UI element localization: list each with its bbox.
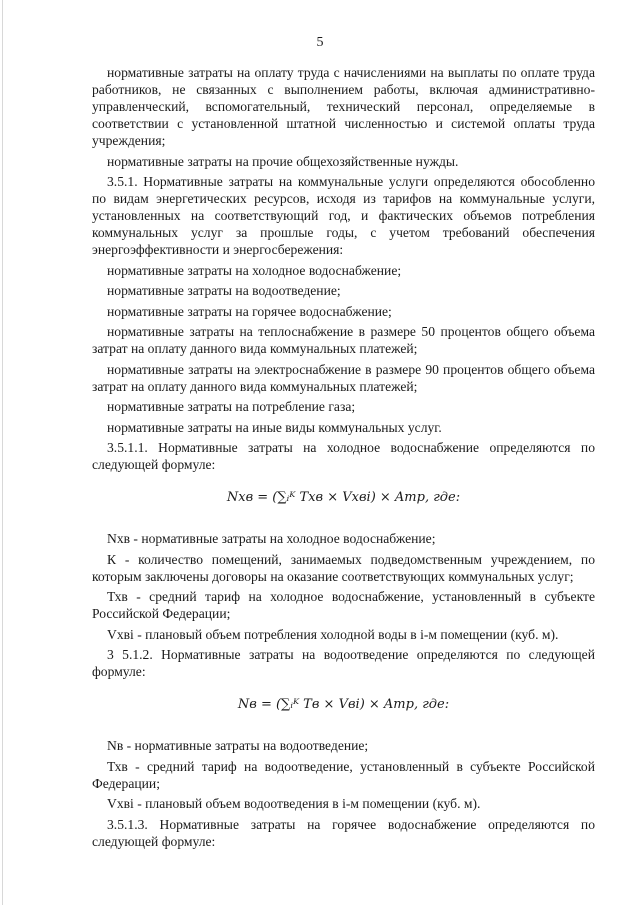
paragraph: нормативные затраты на горячее водоснабжение; <box>107 303 392 319</box>
definition: Vхвi - плановый объем потребления холодной воды в i-м помещении (куб. м). <box>107 626 559 642</box>
paragraph: нормативные затраты на оплату труда с начислениями на выплаты по оплате труда работников, не связанных с выполнением работы, включая административно-управленческий, вспомогательный, технический персонал, определяемые в соответствии с установленной штатной численностью и системой оплаты труда учреждения; <box>92 65 595 148</box>
paragraph: 3 5.1.2. Нормативные затраты на водоотведение определяются по следующей формуле: <box>92 647 595 679</box>
paragraph: 3.5.1.1. Нормативные затраты на холодное водоснабжение определяются по следующей формуле: <box>92 440 595 472</box>
page-number: 5 <box>316 35 324 50</box>
paragraph: нормативные затраты на потребление газа; <box>107 399 356 414</box>
paragraph: нормативные затраты на иные виды коммунальных услуг. <box>107 419 442 435</box>
paragraph: нормативные затраты на водоотведение; <box>107 283 341 298</box>
definition: Nхв - нормативные затраты на холодное водоснабжение; <box>107 531 436 546</box>
paragraph: нормативные затраты на теплоснабжение в размере 50 процентов общего объема затрат на оплату данного вида коммунальных платежей; <box>92 324 595 356</box>
definition: Тхв - средний тариф на холодное водоснабжение, установленный в субъекте Российской Федерации; <box>92 589 595 621</box>
paragraph: 3.5.1.3. Нормативные затраты на горячее водоснабжение определяются по следующей формуле: <box>92 816 595 849</box>
scan-edge-line <box>2 0 3 905</box>
definition: Тхв - средний тариф на водоотведение, установленный в субъекте Российской Федерации; <box>92 758 595 791</box>
formula-cold-water: Nхв = (∑ᵢᴷ Tхв × Vхвi) × Aтр, где: <box>226 490 461 505</box>
definition: К - количество помещений, занимаемых подведомственным учреждением, по которым заключены договоры на оказание соответствующих коммунальных услуг; <box>92 551 595 584</box>
paragraph: нормативные затраты на холодное водоснабжение; <box>107 262 402 278</box>
document-body <box>92 64 595 853</box>
paragraph: нормативные затраты на электроснабжение в размере 90 процентов общего объема затрат на оплату данного вида коммунальных платежей; <box>92 361 595 394</box>
formula-drainage: Nв = (∑ᵢᴷ Tв × Vвi) × Aтр, где: <box>237 697 450 712</box>
definition: Vхвi - плановый объем водоотведения в i-м помещении (куб. м). <box>107 796 481 811</box>
definition: Nв - нормативные затраты на водоотведение; <box>107 738 369 753</box>
paragraph: нормативные затраты на прочие общехозяйственные нужды. <box>107 153 459 169</box>
paragraph: 3.5.1. Нормативные затраты на коммунальные услуги определяются обособленно по видам энергетических ресурсов, исходя из тарифов на коммунальные услуги, установленных на соответствующий год, и фактических объемов потребления коммунальных услуг за прошлые годы, с учетом требований обеспечения энергоэффективности и энергосбережения: <box>92 174 595 257</box>
